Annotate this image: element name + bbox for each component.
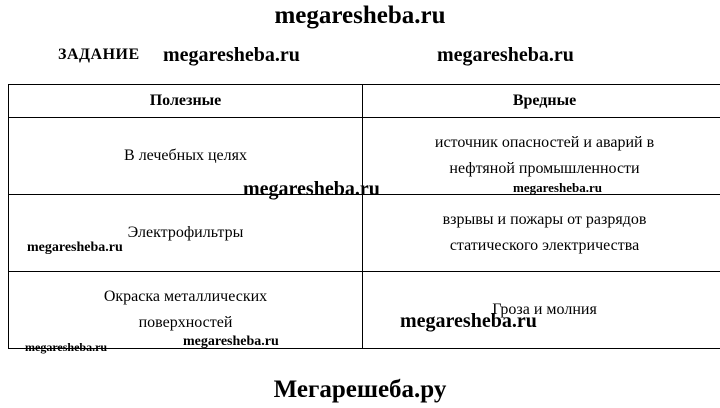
cell-line: В лечебных целях — [124, 147, 247, 164]
header-watermark-left: megaresheba.ru — [163, 44, 300, 66]
overlay-watermark: megaresheba.ru — [183, 334, 279, 349]
cell-line: Окраска металлических — [103, 288, 268, 305]
cell-line: Электрофильтры — [127, 224, 244, 241]
overlay-watermark: megaresheba.ru — [25, 340, 108, 354]
cell-line: нефтяной промышленности — [449, 160, 640, 177]
cell-line: статического электричества — [449, 237, 640, 254]
bottom-watermark: Мегарешеба.ру — [273, 376, 447, 403]
cell-line: Гроза и молния — [492, 301, 597, 318]
header-watermark-right: megaresheba.ru — [437, 44, 574, 66]
overlay-watermark: megaresheba.ru — [243, 178, 380, 200]
cell-line: взрывы и пожары от разрядов — [442, 211, 647, 228]
overlay-watermark: megaresheba.ru — [400, 310, 537, 332]
cell-harmful-2 — [363, 195, 720, 272]
cell-line: поверхностей — [138, 314, 233, 331]
cell-useful-2 — [9, 195, 363, 272]
overlay-watermark: megaresheba.ru — [27, 240, 123, 255]
column-header-useful: Полезные — [9, 85, 363, 118]
column-header-harmful: Вредные — [363, 85, 720, 118]
table-row — [9, 272, 720, 349]
table-row — [9, 195, 720, 272]
table-header-row — [9, 85, 720, 118]
top-watermark: megaresheba.ru — [274, 2, 446, 29]
overlay-watermark: megaresheba.ru — [513, 180, 602, 195]
comparison-table — [8, 84, 720, 349]
cell-line: источник опасностей и аварий в — [434, 134, 655, 151]
task-label: ЗАДАНИЕ — [58, 46, 140, 63]
